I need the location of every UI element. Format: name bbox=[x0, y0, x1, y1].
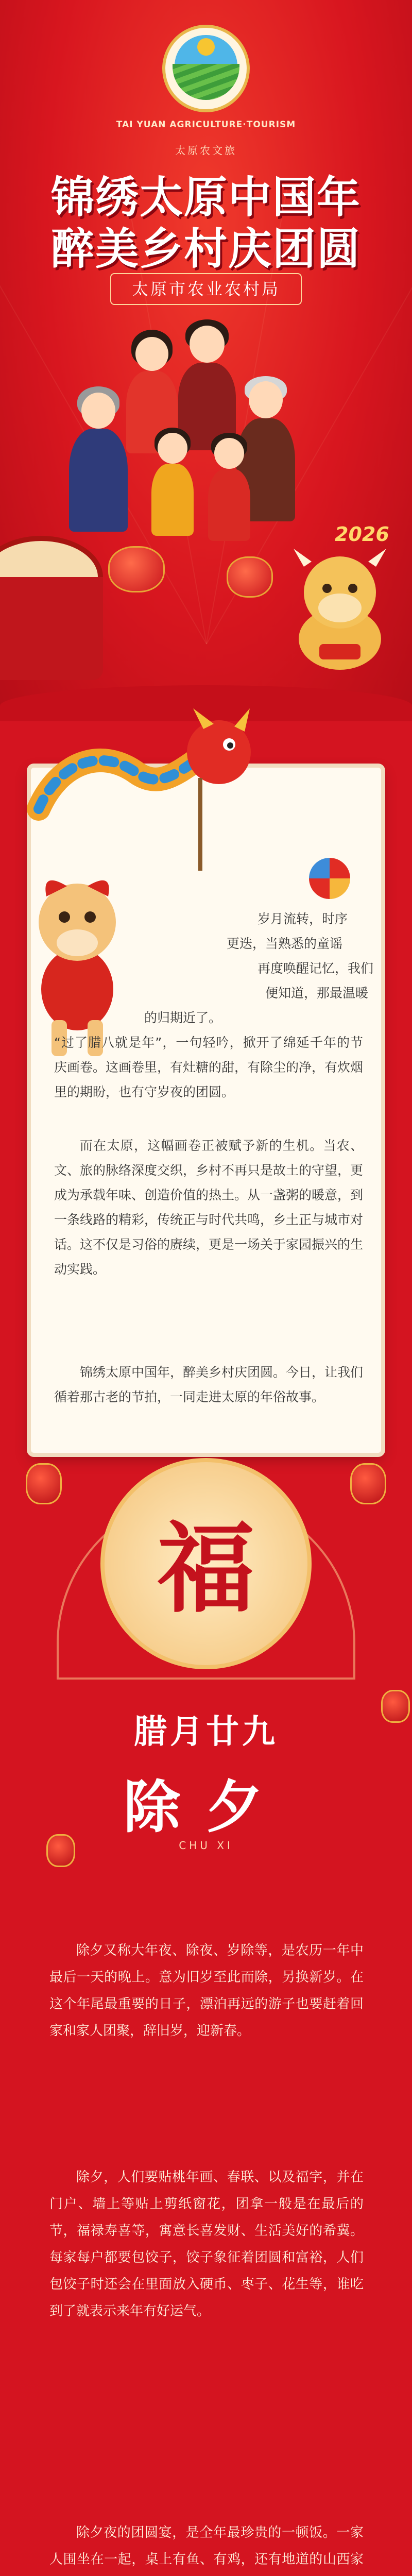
logo-chinese-text: 太原农文旅 bbox=[175, 144, 237, 157]
body-paragraph-3 bbox=[49, 2519, 364, 2576]
lantern-icon bbox=[26, 1463, 62, 1504]
subtitle-text: 太原市农业农村局 bbox=[131, 279, 280, 299]
festival-title: 除夕 bbox=[124, 1774, 288, 1840]
drum-body bbox=[0, 577, 103, 680]
body-paragraph-2 bbox=[49, 2164, 364, 2325]
ornament-ball-icon bbox=[309, 858, 350, 899]
fu-character: 福 bbox=[157, 1511, 255, 1626]
lunar-date-label: 腊月廿九 bbox=[134, 1713, 278, 1751]
intro-line-2: 更迭，当熟悉的童谣 bbox=[227, 936, 343, 951]
ox-mascot-icon bbox=[278, 541, 402, 675]
intro-line-3: 再度唤醒记忆，我们 bbox=[258, 961, 374, 976]
main-title-line1: 锦绣太原中国年 bbox=[50, 172, 361, 223]
intro-paragraph-1: “过了腊八就是年”，一句轻吟，掀开了绵延千年的节庆画卷。这画卷里，有灶糖的甜，有除尘的净，有炊烟里的期盼，也有守岁夜的团圆。 bbox=[54, 1035, 364, 1099]
logo-english-text: TAI YUAN AGRICULTURE·TOURISM bbox=[116, 120, 296, 130]
year-label: 2026 bbox=[335, 523, 389, 546]
intro-line-5: 的归期近了。 bbox=[144, 1010, 222, 1025]
intro-line-4: 便知道，那最温暖 bbox=[265, 986, 369, 1001]
gift-bag-icon bbox=[108, 546, 165, 592]
gift-box-icon bbox=[227, 556, 273, 598]
intro-paragraph-3: 锦绣太原中国年，醉美乡村庆团圆。今日，让我们循着那古老的节拍，一同走进太原的年俗故事。 bbox=[54, 1365, 364, 1404]
fu-emblem bbox=[100, 1458, 312, 1669]
intro-line-1: 岁月流转，时序 bbox=[258, 911, 348, 926]
terrace-field-icon bbox=[173, 64, 239, 100]
body-paragraph-3-text: 除夕夜的团圆宴，是全年最珍贵的一顿饭。一家人围坐在一起，桌上有鱼、有鸡，还有地道的山西家 bbox=[49, 2525, 364, 2567]
festival-pinyin: CHU XI bbox=[179, 1839, 233, 1852]
body-paragraph-1 bbox=[49, 1937, 364, 2044]
lantern-icon bbox=[350, 1463, 386, 1504]
main-title-line2: 醉美乡村庆团圆 bbox=[50, 223, 361, 274]
hero-banner bbox=[0, 0, 412, 721]
agri-tourism-logo bbox=[162, 25, 250, 112]
body-paragraph-2-text: 除夕，人们要贴桃年画、春联、以及福字，并在门户、墙上等贴上剪纸窗花，团拿一般是在最后的节，福禄寿喜等，寓意长喜发财、生活美好的希冀。每家每户都要包饺子，饺子象征着团圆和富裕，人们包饺子时还会在里面放入硬币、枣子、花生等，谁吃到了就表示来年有好运气。 bbox=[49, 2170, 364, 2319]
intro-paragraph-2: 而在太原，这幅画卷正被赋予新的生机。当农、文、旅的脉络深度交织，乡村不再只是故土的守望，更成为承载年味、创造价值的热土。从一盏粥的暖意，到一条线路的精彩，传统正与时代共鸣，乡土正与城市对话。这不仅是习俗的赓续，更是一场关于家园振兴的生动实践。 bbox=[54, 1138, 364, 1277]
body-paragraph-1-text: 除夕又称大年夜、除夜、岁除等，是农历一年中最后一天的晚上。意为旧岁至此而除，另换新岁。在这个年尾最重要的日子，漂泊再远的游子也要赶着回家和家人团聚，辞旧岁，迎新春。 bbox=[49, 1943, 364, 2039]
subtitle-badge bbox=[110, 273, 302, 305]
sun-icon bbox=[197, 38, 215, 56]
